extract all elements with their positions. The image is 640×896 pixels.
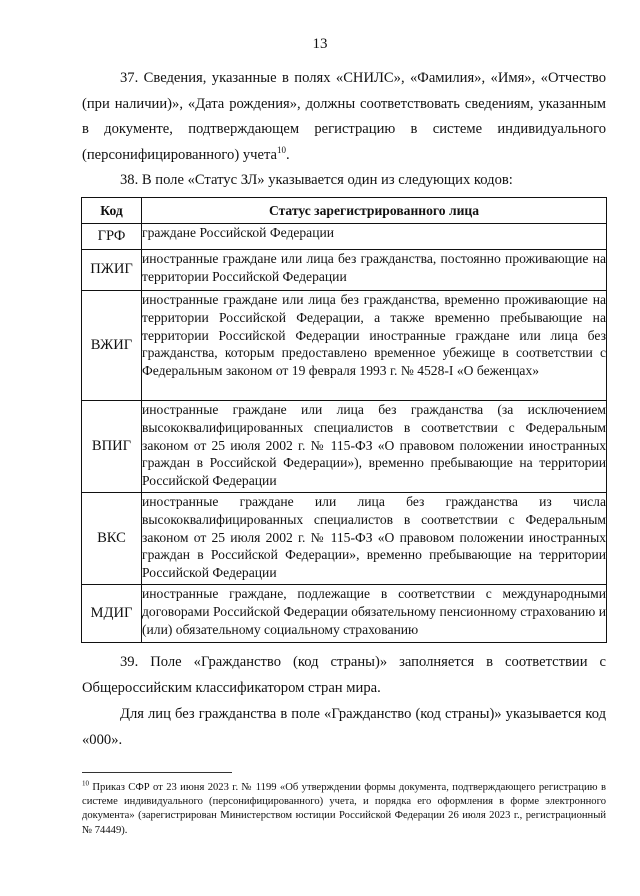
paragraph-39-stateless: Для лиц без гражданства в поле «Гражданство (код страны)» указывается код «000».	[82, 706, 606, 748]
table-row	[82, 493, 607, 585]
paragraph-39: 39. Поле «Гражданство (код страны)» заполняется в соответствии с Общероссийским классификатором стран мира.	[82, 654, 606, 696]
header-code: Код	[82, 198, 142, 224]
row-status: иностранные граждане или лица без гражданства (за исключением высококвалифицированных специалистов в соответствии с Федеральным законом от 25 июля 2002 г. № 115-ФЗ «О правовом положении иностранных граждан в Российской Федерации»), временно пребывающие на территории Российской Федерации	[142, 401, 607, 493]
footnote-reference: 10	[277, 144, 286, 155]
table-header-row	[82, 198, 607, 224]
table-row	[82, 585, 607, 643]
footnote-mark: 10	[82, 779, 89, 788]
status-codes-table	[81, 197, 607, 643]
row-code: МДИГ	[82, 585, 142, 643]
page-number: 13	[312, 36, 328, 52]
row-code: ГРФ	[82, 224, 142, 250]
paragraph-37-end: .	[286, 146, 290, 163]
footnote	[82, 781, 606, 838]
footnote-separator	[82, 772, 232, 773]
paragraph-37	[82, 66, 606, 168]
footnote-text: Приказ СФР от 23 июня 2023 г. № 1199 «Об утверждении формы документа, подтверждающего регистрацию в системе индивидуального (персонифицированного) учета, и порядка его оформления в форме электронного документа» (зарегистрирован Министерством юстиции Российской Федерации 26 июля 2023 г., регистрационный № 74449).	[82, 782, 606, 836]
paragraph-37-text: 37. Сведения, указанные в полях «СНИЛС», «Фамилия», «Имя», «Отчество (при наличии)», «Дата рождения», должны соответствовать сведениям, указанным в документе, подтверждающем регистрацию в системе индивидуального (персонифицированного) учета	[82, 70, 606, 163]
row-status: иностранные граждане или лица без гражданства, постоянно проживающие на территории Российской Федерации	[142, 250, 607, 291]
row-status: граждане Российской Федерации	[142, 224, 607, 250]
table-row	[82, 401, 607, 493]
row-code: ПЖИГ	[82, 250, 142, 291]
row-code: ВКС	[82, 493, 142, 585]
row-status: иностранные граждане, подлежащие в соответствии с международными договорами Российской Федерации обязательному пенсионному страхованию и (или) обязательному социальному страхованию	[142, 585, 607, 643]
paragraph-38: 38. В поле «Статус ЗЛ» указывается один из следующих кодов:	[120, 172, 513, 188]
row-code: ВПИГ	[82, 401, 142, 493]
table-row	[82, 291, 607, 401]
table-row	[82, 224, 607, 250]
row-code: ВЖИГ	[82, 291, 142, 401]
row-status: иностранные граждане или лица без гражданства из числа высококвалифицированных специалистов в соответствии с Федеральным законом от 25 июля 2002 г. № 115-ФЗ «О правовом положении иностранных граждан в Российской Федерации», временно пребывающие на территории Российской Федерации	[142, 493, 607, 585]
table-row	[82, 250, 607, 291]
row-status: иностранные граждане или лица без гражданства, временно проживающие на территории Российской Федерации, а также временно пребывающие на территории Российской Федерации иностранные граждане или лица без гражданства, которым предоставлено временное убежище в соответствии с Федеральным законом от 19 февраля 1993 г. № 4528-I «О беженцах»	[142, 291, 607, 401]
header-status: Статус зарегистрированного лица	[142, 198, 607, 224]
